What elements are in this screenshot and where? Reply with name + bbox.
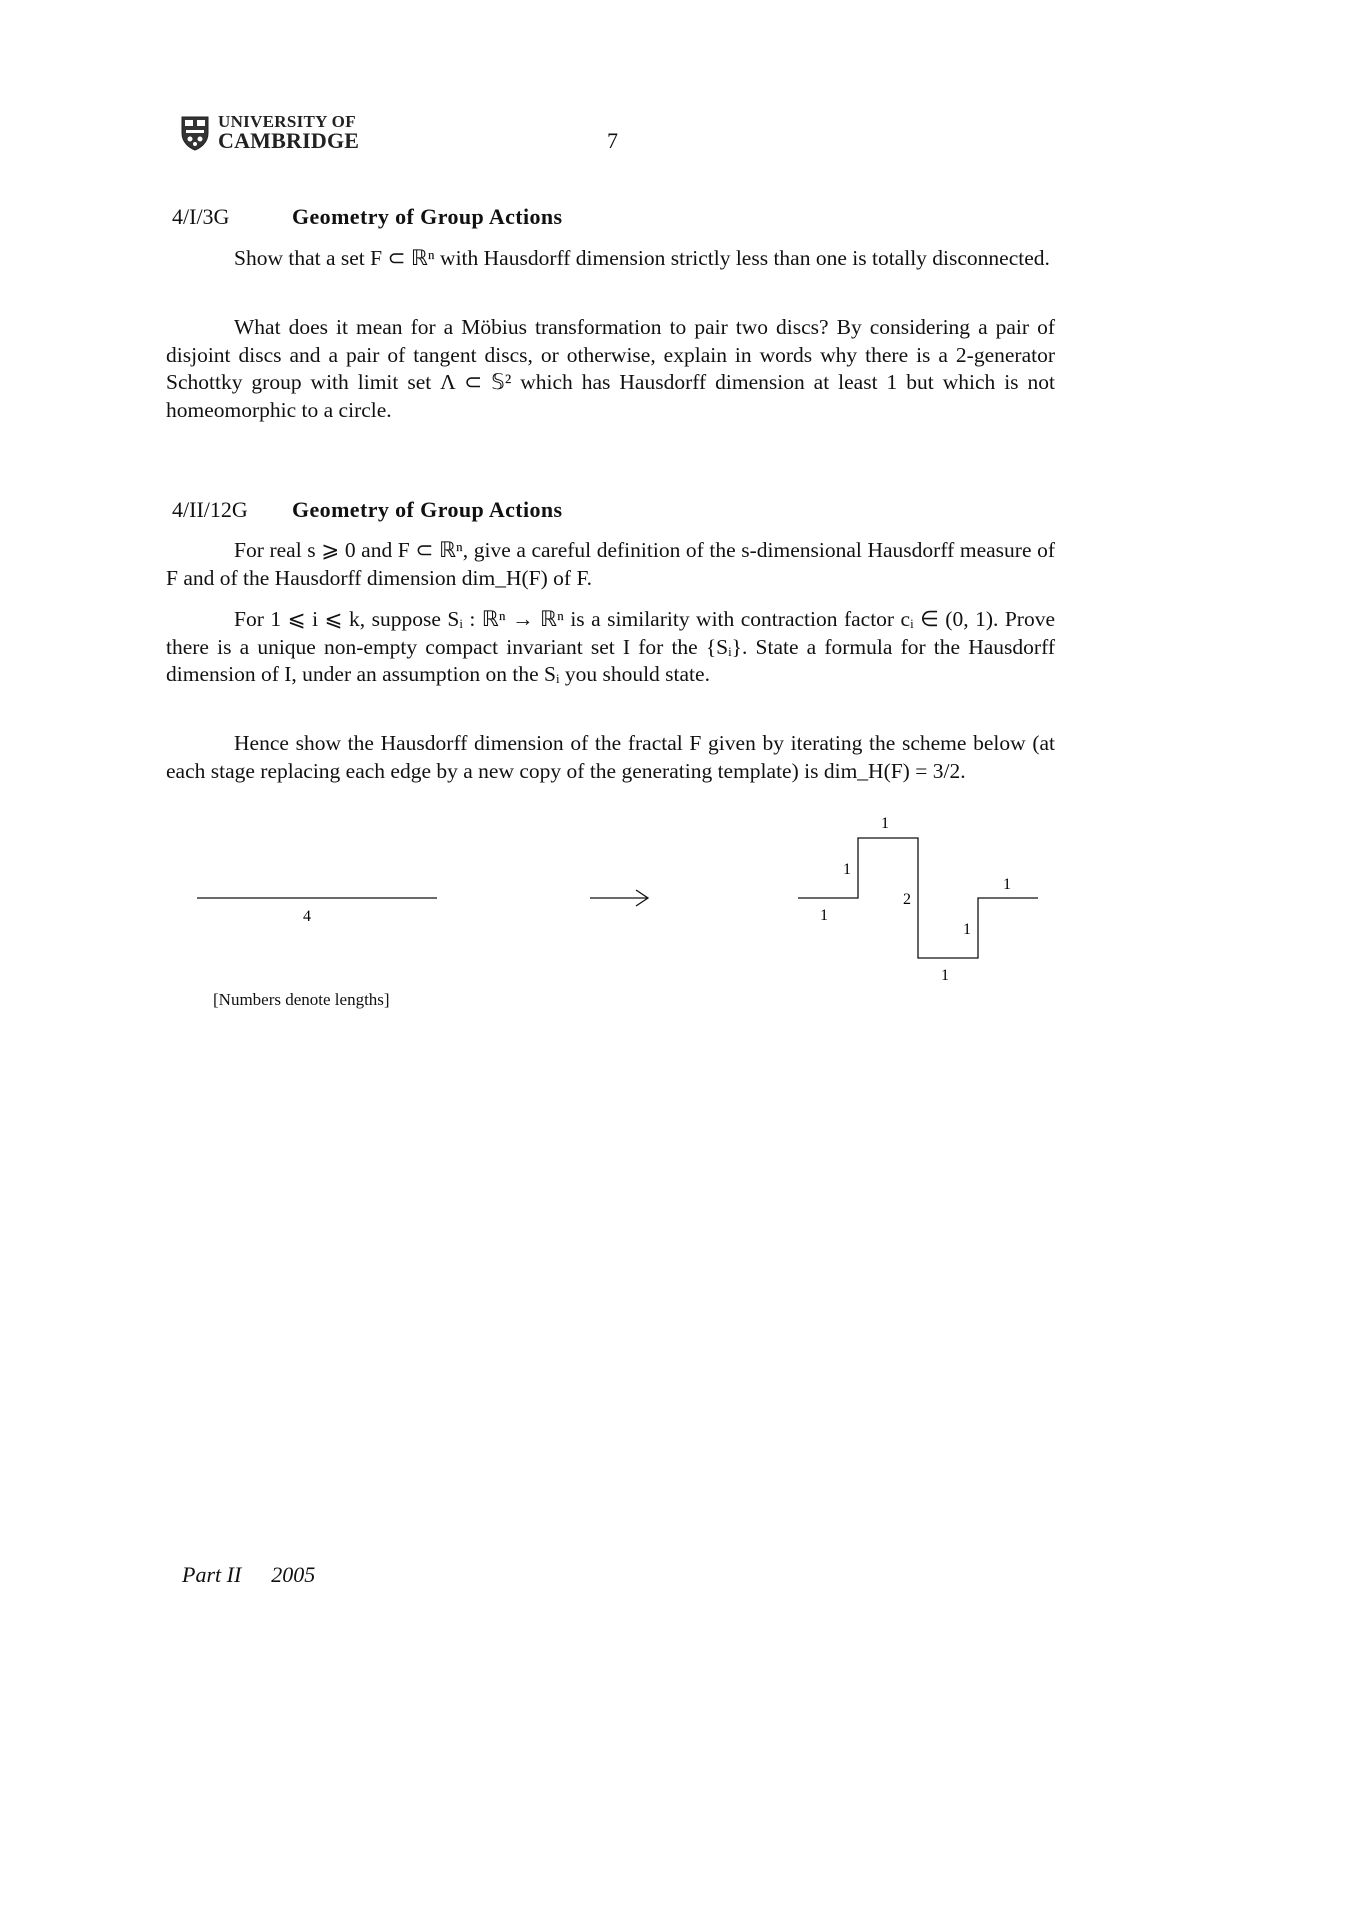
template-length-label: 1 xyxy=(963,921,971,938)
fractal-generator-figure xyxy=(0,800,1358,1010)
template-length-label: 1 xyxy=(1003,876,1011,893)
template-length-label: 1 xyxy=(843,861,851,878)
question-title: Geometry of Group Actions xyxy=(292,497,563,522)
page-number: 7 xyxy=(607,128,618,153)
question-title: Geometry of Group Actions xyxy=(292,204,563,229)
template-length-label: 1 xyxy=(881,815,889,832)
template-length-label: 2 xyxy=(903,891,911,908)
figure-caption: [Numbers denote lengths] xyxy=(213,990,390,1009)
question-paragraph: Hence show the Hausdorff dimension of the fractal F given by iterating the scheme below (at each stage replacing each edge by a new copy of the generating template) is dim_H(F) = 3/2. xyxy=(166,731,1055,783)
question-heading xyxy=(172,497,563,523)
university-logo xyxy=(180,113,359,152)
maps-to-arrow-icon xyxy=(590,890,648,906)
question-paragraph: For real s ⩾ 0 and F ⊂ ℝⁿ, give a careful definition of the s-dimensional Hausdorff measure of F and of the Hausdorff dimension dim_H(F) of F. xyxy=(166,538,1055,590)
question-paragraph: For 1 ⩽ i ⩽ k, suppose Sᵢ : ℝⁿ → ℝⁿ is a similarity with contraction factor cᵢ ∈ (0, 1). Prove there is a unique non-empty compact invariant set I for the {Sᵢ}. State a formula for the Hausdorff dimension of I, under an assumption on the Sᵢ you should state. xyxy=(166,607,1055,686)
initial-length-label: 4 xyxy=(303,908,311,925)
question-heading xyxy=(172,204,563,230)
cambridge-crest-icon xyxy=(180,115,210,151)
template-length-label: 1 xyxy=(941,967,949,984)
question-paragraph: What does it mean for a Möbius transformation to pair two discs? By considering a pair of disjoint discs and a pair of tangent discs, or otherwise, explain in words why there is a 2-generator Schottky group with limit set Λ ⊂ 𝕊² which has Hausdorff dimension at least 1 but which is not homeomorphic to a circle. xyxy=(166,315,1055,422)
question-code: 4/II/12G xyxy=(172,497,248,522)
page-footer xyxy=(182,1562,315,1588)
template-length-label: 1 xyxy=(820,907,828,924)
institution-line1: UNIVERSITY OF xyxy=(218,112,356,131)
generator-template xyxy=(798,838,1038,958)
institution-line2: CAMBRIDGE xyxy=(218,128,360,153)
question-paragraph: Show that a set F ⊂ ℝⁿ with Hausdorff dimension strictly less than one is totally disconnected. xyxy=(234,246,1050,270)
footer-part: Part II xyxy=(182,1562,242,1587)
footer-year: 2005 xyxy=(271,1562,316,1587)
question-code: 4/I/3G xyxy=(172,204,230,229)
